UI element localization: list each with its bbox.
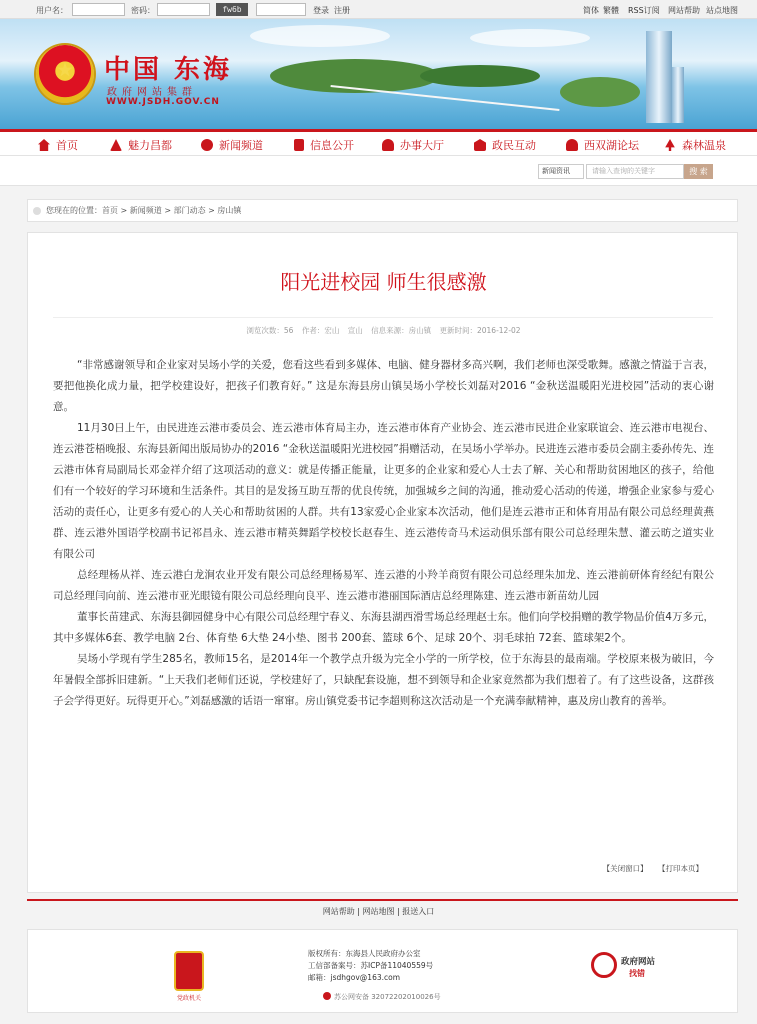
person-icon — [382, 139, 394, 151]
magnifier-icon — [591, 952, 617, 978]
scenery-icon — [110, 139, 122, 151]
password-input[interactable] — [157, 3, 210, 16]
footer — [27, 929, 738, 1013]
nav-label: 西双湖论坛 — [584, 139, 639, 152]
sitemap-link[interactable]: 站点地图 — [706, 6, 738, 15]
nav-item-service[interactable] — [382, 137, 444, 153]
building-icon — [474, 139, 486, 151]
nav-label: 政民互动 — [492, 139, 536, 152]
nav-item-news[interactable] — [201, 137, 263, 153]
nav-item-home[interactable] — [38, 137, 78, 153]
police-record-text: 苏公网安备 32072202010026号 — [334, 993, 441, 1001]
article-paragraph: 吴场小学现有学生285名，教师15名，是2014年一个教学点升级为完全小学的一所学校，位于东海县的最南端。学校原来极为破旧，今年暑假全部拆旧建新。“上天我们老师们还说，学校建好了，只缺配套设施，想不到领导和企业家竟然都为我们想着了。有了这些设备，这群孩子会学得更好。玩得更开心。”刘磊感激的话语一窜窜。房山镇党委书记李超则称这次活动是一个充满奉献精神，惠及房山教育的善举。 — [53, 653, 714, 707]
search-button[interactable]: 搜 索 — [684, 164, 713, 179]
tower-decoration — [672, 67, 684, 123]
cloud-decoration — [470, 29, 590, 47]
article-body — [53, 355, 714, 712]
username-input[interactable] — [72, 3, 125, 16]
header-banner — [0, 19, 757, 129]
nav-item-hotspring[interactable] — [664, 137, 726, 153]
login-link[interactable]: 登录 — [313, 6, 329, 15]
badge-label: 党政机关 — [176, 995, 201, 1002]
nav-label: 森林温泉 — [682, 139, 726, 152]
find-error-sub: 找错 — [629, 969, 645, 978]
article-meta: 浏览次数：56 作者：宏山 宣山 信息来源：房山镇 更新时间：2016-12-02 — [246, 326, 521, 335]
article-title: 阳光进校园 师生很感激 — [280, 270, 487, 294]
police-badge-icon — [323, 992, 331, 1000]
nav-item-charm[interactable] — [110, 137, 172, 153]
police-record — [323, 992, 441, 1002]
nav-item-interaction[interactable] — [474, 137, 536, 153]
people-icon — [566, 139, 578, 151]
copyright-text: 版权所有：东海县人民政府办公室 — [308, 949, 421, 958]
article-paragraph: 11月30日上午，由民进连云港市委员会、连云港市体育局主办，连云港市体育产业协会、连云港市民进企业家联谊会、连云港市电视台、连云港苍梧晚报、东海县新闻出版局协办的2016 “金秋送温暖阳光进校园”捐赠活动，在吴场小学举办。民进连云港市委员会副主委孙传先、连云港市体育局副局长邓金祥介绍了这项活动的意义：就是传播正能量，让更多的企业家和爱心人士去了解、关心和帮助贫困地区的孩子，给他们有一个较好的学习环境和生活条件。其目的是发扬互助互帮的优良传统，加强城乡之间的沟通，推动爱心活动的传递，增强企业家参与爱心活动的责任心，让更多有爱心的人关心和帮助贫困的人群。共有13家爱心企业家本次活动，他们是连云港市正和体育用品有限公司总经理黄燕群、连云港外国语学校副书记祁昌永、连云港市精英舞蹈学校校长赵春生、连云港传奇马术运动俱乐部有限公司总经理朱慧、灌云昉之道实业有限公司 — [53, 422, 714, 560]
nav-label: 信息公开 — [310, 139, 354, 152]
password-label: 密码： — [131, 6, 155, 15]
article-paragraph: 总经理杨从祥、连云港白龙涧农业开发有限公司总经理杨易军、连云港的小羚羊商贸有限公司总经理朱加龙、连云港前研体育经纪有限公司总经理闫向前、连云港市亚光眼镜有限公司总经理向良平、连云港市港丽国际酒店总经理陈建、连云港市新苗幼儿园 — [53, 569, 714, 602]
search-category-select[interactable]: 新闻资讯 — [538, 164, 584, 179]
site-title: 中国 东海 — [104, 55, 233, 85]
breadcrumb — [27, 199, 738, 222]
document-icon — [294, 139, 304, 151]
chat-icon — [201, 139, 213, 151]
rss-link[interactable]: RSS订阅 — [628, 6, 660, 15]
site-subtitle: 政府网站集群 — [107, 87, 197, 98]
article-actions — [603, 863, 703, 874]
find-error-button[interactable] — [591, 952, 691, 984]
register-link[interactable]: 注册 — [334, 6, 350, 15]
divider — [53, 317, 713, 318]
nav-item-info[interactable] — [294, 137, 354, 153]
tower-decoration — [646, 31, 672, 123]
print-page-link[interactable]: 【打印本页】 — [658, 864, 703, 873]
top-toolbar — [0, 0, 757, 19]
username-label: 用户名： — [36, 6, 68, 15]
simplified-link[interactable]: 简体 — [583, 6, 599, 15]
tree-icon — [664, 139, 676, 151]
find-error-title: 政府网站 — [621, 957, 656, 967]
traditional-link[interactable]: 繁體 — [603, 6, 619, 15]
article-paragraph: “非常感谢领导和企业家对吴场小学的关爱，您看这些看到多媒体、电脑、健身器材多高兴啊，我们老师也深受歌舞。感激之情溢于言表，要把他换化成力量，把学校建设好，把孩子们教育好。” 这是东海县房山镇吴场小学校长刘磊对2016 “金秋送温暖阳光进校园”活动的衷心谢意。 — [53, 359, 714, 413]
main-nav — [0, 129, 757, 156]
help-link[interactable]: 网站帮助 — [668, 6, 700, 15]
captcha-input[interactable] — [256, 3, 306, 16]
site-url: WWW.JSDH.GOV.CN — [106, 97, 220, 107]
national-emblem-icon — [36, 45, 94, 103]
island-decoration — [420, 65, 540, 87]
breadcrumb-text[interactable]: 您现在的位置：首页 > 新闻频道 > 部门动态 > 房山镇 — [46, 206, 242, 215]
nav-item-forum[interactable] — [566, 137, 639, 153]
location-icon — [33, 207, 41, 215]
search-bar — [0, 156, 757, 186]
footer-info — [308, 948, 433, 984]
nav-label: 魅力昌都 — [128, 139, 172, 152]
nav-label: 新闻频道 — [219, 139, 263, 152]
captcha-image[interactable]: fw6b — [216, 3, 248, 16]
footer-divider — [27, 899, 738, 901]
island-decoration — [560, 77, 640, 107]
icp-text: 工信部备案号：苏ICP备11040559号 — [308, 961, 434, 970]
email-text: 邮箱：jsdhgov@163.com — [308, 973, 401, 982]
article-panel — [27, 232, 738, 893]
nav-label: 首页 — [56, 139, 78, 152]
cloud-decoration — [250, 25, 390, 47]
home-icon — [38, 139, 50, 151]
party-government-badge-icon[interactable] — [174, 951, 204, 991]
bridge-decoration — [331, 85, 560, 111]
search-input[interactable]: 请输入查询的关键字 — [586, 164, 684, 179]
nav-label: 办事大厅 — [400, 139, 444, 152]
footer-links[interactable]: 网站帮助 | 网站地图 | 报送入口 — [322, 907, 435, 916]
article-paragraph: 董事长苗建武、东海县御园健身中心有限公司总经理宁春义、东海县湖西滑雪场总经理赵士东。他们向学校捐赠的教学物品价值4万多元，其中多媒体6套、教学电脑 2台、体育垫 6大垫 24小垫、图书 200套、篮球 6个、足球 20个、羽毛球拍 72套、篮球架2个。 — [53, 611, 714, 644]
close-window-link[interactable]: 【关闭窗口】 — [602, 864, 648, 873]
